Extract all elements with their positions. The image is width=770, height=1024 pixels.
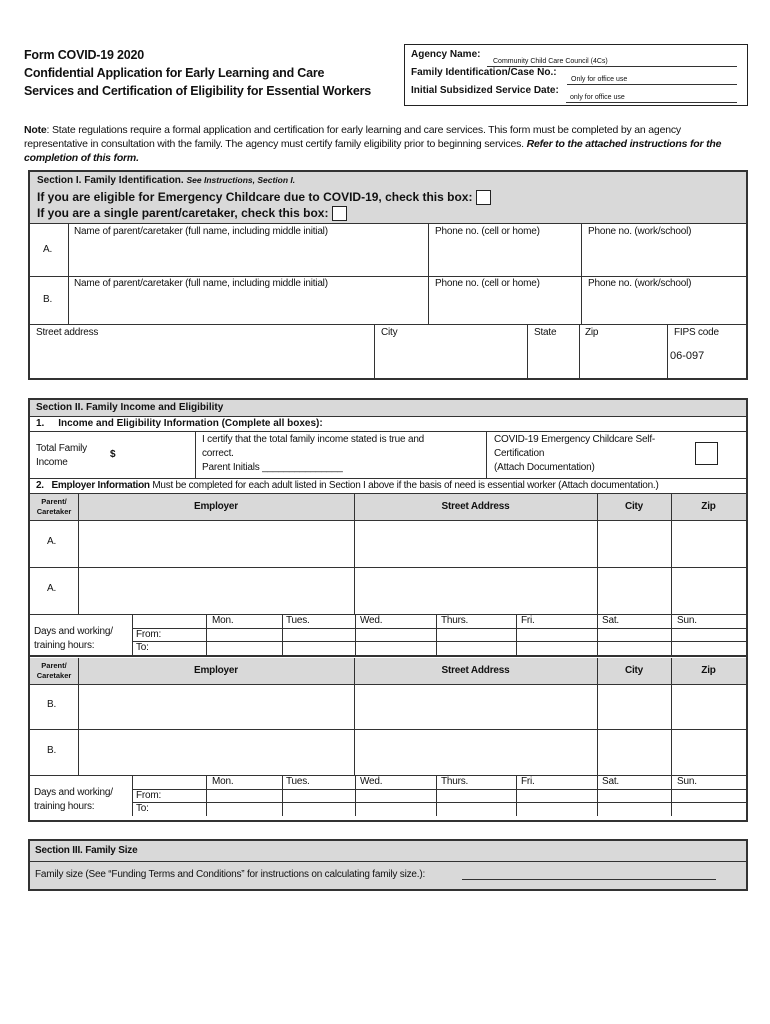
self-cert-checkbox[interactable] [695, 442, 718, 465]
note-label: Note [24, 124, 47, 136]
section-3-title: Section III. Family Size [35, 845, 138, 856]
day-thu-a: Thurs. [441, 615, 469, 626]
employer-row-b2-label: B. [47, 745, 57, 756]
parent-b-phone-cell-label[interactable]: Phone no. (cell or home) [435, 278, 540, 289]
employer-b2-input[interactable] [79, 730, 354, 775]
day-sun-a: Sun. [677, 615, 697, 626]
agency-name-label: Agency Name: [411, 49, 481, 60]
section-2-title: Section II. Family Income and Eligibility [36, 402, 224, 413]
single-parent-label: If you are a single parent/caretaker, check this box: [37, 206, 329, 220]
day-tue-a: Tues. [286, 615, 310, 626]
row-a-label: A. [43, 244, 53, 255]
employer-row-b1-label: B. [47, 699, 57, 710]
covid-eligible-row [37, 190, 491, 205]
note-paragraph [24, 123, 724, 165]
total-family-income-label: Total Family Income [36, 443, 87, 468]
single-parent-row [37, 206, 347, 221]
form-title-line3: Services and Certification of Eligibility for Essential Workers [24, 84, 371, 98]
from-label-b: From: [136, 790, 162, 801]
employer-col-header-a: Employer [194, 501, 238, 512]
section-1-header [30, 172, 746, 224]
street-col-header-b: Street Address [441, 665, 510, 676]
parent-a-phone-work-label[interactable]: Phone no. (work/school) [588, 226, 692, 237]
income-dollar-sign: $ [110, 449, 116, 460]
section-1-title-suffix: See Instructions, Section I. [186, 175, 296, 185]
day-wed-b: Wed. [360, 776, 383, 787]
covid-eligible-checkbox[interactable] [476, 190, 491, 205]
family-id-row [411, 67, 737, 85]
days-row-a [30, 615, 746, 655]
agency-name-value[interactable]: Community Child Care Council (4Cs) [493, 58, 608, 65]
family-id-value[interactable]: Only for office use [571, 76, 628, 83]
to-label-a: To: [136, 642, 149, 653]
zip-col-header-b: Zip [701, 665, 716, 676]
parent-a-phone-cell-label[interactable]: Phone no. (cell or home) [435, 226, 540, 237]
zip-label[interactable]: Zip [585, 327, 599, 338]
employer-row-a2-label: A. [47, 583, 57, 594]
covid-eligible-label: If you are eligible for Emergency Childcare due to COVID-19, check this box: [37, 190, 473, 204]
parent-row-b [30, 276, 746, 325]
agency-box [404, 44, 748, 106]
day-wed-a: Wed. [360, 615, 383, 626]
parent-a-name-label[interactable]: Name of parent/caretaker (full name, including middle initial) [74, 226, 328, 237]
employer-row-a1-label: A. [47, 536, 57, 547]
single-parent-checkbox[interactable] [332, 206, 347, 221]
street-col-header-a: Street Address [441, 501, 510, 512]
days-label-a-1: Days and working/ [34, 626, 113, 637]
parent-caretaker-header-a: Parent/ Caretaker [36, 497, 72, 516]
employer-heading-text: Must be completed for each adult listed in Section I above if the basis of need is essential worker (Attach documentation.) [149, 480, 659, 491]
section-1-title: Section I. Family Identification. [37, 175, 184, 186]
days-label-b-1: Days and working/ [34, 787, 113, 798]
income-heading: 1. Income and Eligibility Information (Complete all boxes): [36, 418, 323, 429]
day-mon-b: Mon. [212, 776, 234, 787]
employer-b1-input[interactable] [79, 685, 354, 729]
days-label-a-2: training hours: [34, 640, 95, 651]
parent-initials-field[interactable]: Parent Initials _______________ [202, 462, 343, 473]
day-mon-a: Mon. [212, 615, 234, 626]
family-size-input[interactable] [462, 879, 716, 880]
service-date-row [411, 85, 737, 103]
days-label-b-2: training hours: [34, 801, 95, 812]
note-instructions: Refer to the attached instructions for the completion of this form. [24, 138, 722, 164]
family-size-label: Family size (See “Funding Terms and Conditions” for instructions on calculating family size.): [35, 869, 426, 880]
from-label-a: From: [136, 629, 162, 640]
parent-b-name-label[interactable]: Name of parent/caretaker (full name, including middle initial) [74, 278, 328, 289]
day-sun-b: Sun. [677, 776, 697, 787]
section-2 [28, 398, 748, 822]
employer-col-header-b: Employer [194, 665, 238, 676]
income-row [30, 432, 746, 479]
section-3 [28, 839, 748, 891]
day-sat-a: Sat. [602, 615, 619, 626]
employer-table-b [30, 658, 746, 820]
employer-heading-bold: Employer Information [51, 480, 150, 491]
zip-col-header-a: Zip [701, 501, 716, 512]
employer-a1-input[interactable] [79, 521, 354, 567]
day-fri-a: Fri. [521, 615, 535, 626]
parent-b-phone-work-label[interactable]: Phone no. (work/school) [588, 278, 692, 289]
fips-value: 06-097 [670, 350, 705, 362]
self-cert-line1: COVID-19 Emergency Childcare Self- [494, 434, 656, 445]
address-row [30, 324, 746, 378]
city-col-header-b: City [624, 665, 644, 676]
certify-line1: I certify that the total family income stated is true and [202, 434, 425, 445]
row-b-label: B. [43, 294, 53, 305]
day-thu-b: Thurs. [441, 776, 469, 787]
form-title [24, 46, 371, 100]
day-sat-b: Sat. [602, 776, 619, 787]
certify-line2: correct. [202, 448, 234, 459]
form-title-line2: Confidential Application for Early Learning and Care [24, 66, 325, 80]
city-col-header-a: City [624, 501, 644, 512]
street-address-label[interactable]: Street address [36, 327, 99, 338]
parent-caretaker-header-b: Parent/ Caretaker [36, 661, 72, 680]
day-tue-b: Tues. [286, 776, 310, 787]
state-label[interactable]: State [534, 327, 557, 338]
form-title-line1: Form COVID-19 2020 [24, 48, 145, 62]
self-cert-line2: Certification [494, 448, 545, 459]
days-row-b [30, 776, 746, 816]
service-date-label: Initial Subsidized Service Date: [411, 85, 559, 96]
note-text: : State regulations require a formal application and certification for early learning and care services. This form must be completed by an agency representative in consultation with the family. The agency must certify family eligibility prior to beginning services. [24, 124, 681, 150]
self-cert-line3: (Attach Documentation) [494, 462, 595, 473]
section-1 [28, 170, 748, 380]
fips-label: FIPS code [674, 327, 719, 338]
employer-a2-input[interactable] [79, 568, 354, 614]
agency-name-row [411, 49, 737, 67]
city-label[interactable]: City [381, 327, 398, 338]
family-id-label: Family Identification/Case No.: [411, 67, 557, 78]
parent-row-a [30, 224, 746, 277]
employer-heading-num: 2. [36, 480, 44, 491]
day-fri-b: Fri. [521, 776, 535, 787]
service-date-value[interactable]: only for office use [570, 94, 625, 101]
to-label-b: To: [136, 803, 149, 814]
employer-table-a [30, 494, 746, 655]
